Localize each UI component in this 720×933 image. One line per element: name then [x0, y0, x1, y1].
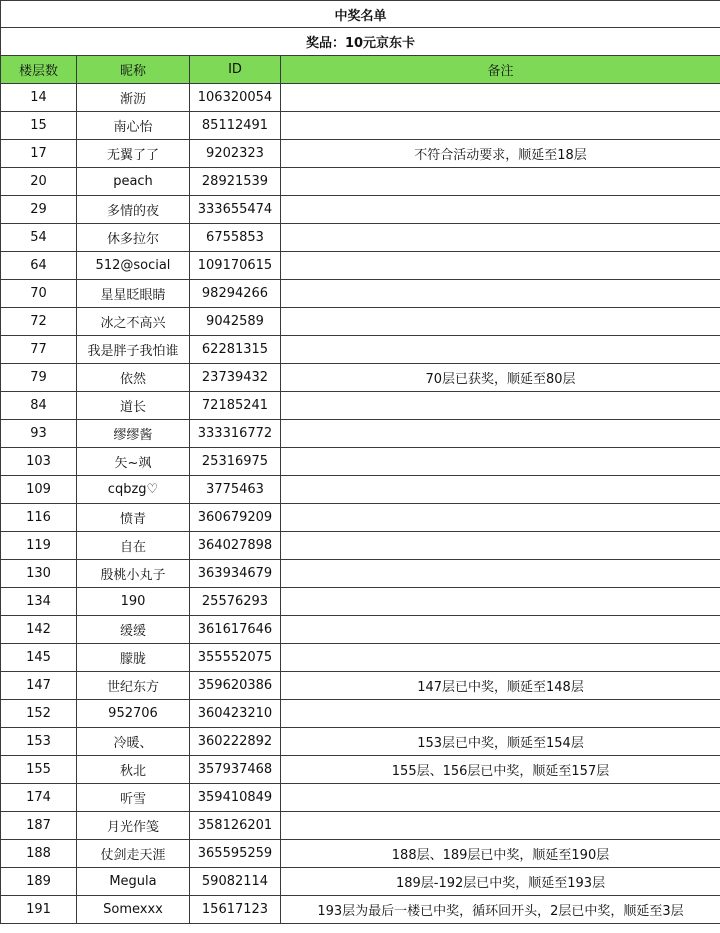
floor-cell: 134	[1, 588, 77, 616]
nickname-cell: 952706	[77, 700, 190, 728]
nickname-cell: 愤青	[77, 504, 190, 532]
table-row	[1, 364, 720, 392]
floor-cell: 109	[1, 476, 77, 504]
floor-cell: 152	[1, 700, 77, 728]
table-row	[1, 84, 720, 112]
floor-cell: 174	[1, 784, 77, 812]
floor-cell: 142	[1, 616, 77, 644]
nickname-cell: 休多拉尔	[77, 224, 190, 252]
id-cell: 363934679	[190, 560, 281, 588]
note-cell: 193层为最后一楼已中奖，循环回开头，2层已中奖，顺延至3层	[281, 896, 720, 924]
nickname-cell: 听雪	[77, 784, 190, 812]
column-header-floor: 楼层数	[1, 56, 77, 84]
nickname-cell: 无翼了了	[77, 140, 190, 168]
table-row	[1, 784, 720, 812]
table-row	[1, 280, 720, 308]
table-row	[1, 700, 720, 728]
nickname-cell: peach	[77, 168, 190, 196]
table-row	[1, 140, 720, 168]
id-cell: 9202323	[190, 140, 281, 168]
id-cell: 360222892	[190, 728, 281, 756]
nickname-cell: 朦胧	[77, 644, 190, 672]
floor-cell: 153	[1, 728, 77, 756]
floor-cell: 147	[1, 672, 77, 700]
title-row	[1, 1, 720, 28]
nickname-cell: 依然	[77, 364, 190, 392]
id-cell: 62281315	[190, 336, 281, 364]
floor-cell: 20	[1, 168, 77, 196]
nickname-cell: 渐沥	[77, 84, 190, 112]
floor-cell: 17	[1, 140, 77, 168]
note-cell	[281, 560, 720, 588]
nickname-cell: 殷桃小丸子	[77, 560, 190, 588]
note-cell	[281, 504, 720, 532]
table-row	[1, 476, 720, 504]
floor-cell: 119	[1, 532, 77, 560]
id-cell: 25576293	[190, 588, 281, 616]
floor-cell: 70	[1, 280, 77, 308]
note-cell	[281, 616, 720, 644]
nickname-cell: 缓缓	[77, 616, 190, 644]
nickname-cell: 缪缪酱	[77, 420, 190, 448]
nickname-cell: 冰之不高兴	[77, 308, 190, 336]
id-cell: 85112491	[190, 112, 281, 140]
floor-cell: 14	[1, 84, 77, 112]
id-cell: 25316975	[190, 448, 281, 476]
floor-cell: 145	[1, 644, 77, 672]
id-cell: 106320054	[190, 84, 281, 112]
id-cell: 98294266	[190, 280, 281, 308]
id-cell: 360679209	[190, 504, 281, 532]
nickname-cell: 190	[77, 588, 190, 616]
table-row	[1, 112, 720, 140]
floor-cell: 79	[1, 364, 77, 392]
floor-cell: 29	[1, 196, 77, 224]
table-row	[1, 840, 720, 868]
nickname-cell: 世纪东方	[77, 672, 190, 700]
note-cell	[281, 420, 720, 448]
note-cell: 147层已中奖，顺延至148层	[281, 672, 720, 700]
id-cell: 23739432	[190, 364, 281, 392]
column-header-id: ID	[190, 56, 281, 84]
nickname-cell: 仗剑走天涯	[77, 840, 190, 868]
note-cell: 70层已获奖，顺延至80层	[281, 364, 720, 392]
table-row	[1, 560, 720, 588]
nickname-cell: 南心怡	[77, 112, 190, 140]
id-cell: 6755853	[190, 224, 281, 252]
floor-cell: 187	[1, 812, 77, 840]
column-header-nickname: 昵称	[77, 56, 190, 84]
floor-cell: 15	[1, 112, 77, 140]
note-cell: 189层-192层已中奖，顺延至193层	[281, 868, 720, 896]
nickname-cell: 冷暖、	[77, 728, 190, 756]
id-cell: 15617123	[190, 896, 281, 924]
table-row	[1, 532, 720, 560]
floor-cell: 188	[1, 840, 77, 868]
note-cell	[281, 112, 720, 140]
prize-label: 奖品：10元京东卡	[1, 28, 720, 56]
table-row	[1, 868, 720, 896]
nickname-cell: Somexxx	[77, 896, 190, 924]
table-row	[1, 672, 720, 700]
floor-cell: 77	[1, 336, 77, 364]
floor-cell: 103	[1, 448, 77, 476]
table-row	[1, 392, 720, 420]
note-cell	[281, 84, 720, 112]
table-row	[1, 196, 720, 224]
table-row	[1, 812, 720, 840]
note-cell	[281, 588, 720, 616]
id-cell: 364027898	[190, 532, 281, 560]
nickname-cell: 我是胖子我怕谁	[77, 336, 190, 364]
id-cell: 333316772	[190, 420, 281, 448]
id-cell: 3775463	[190, 476, 281, 504]
table-row	[1, 336, 720, 364]
floor-cell: 116	[1, 504, 77, 532]
table-row	[1, 896, 720, 924]
note-cell: 188层、189层已中奖，顺延至190层	[281, 840, 720, 868]
note-cell	[281, 224, 720, 252]
nickname-cell: cqbzg♡	[77, 476, 190, 504]
floor-cell: 155	[1, 756, 77, 784]
floor-cell: 64	[1, 252, 77, 280]
floor-cell: 191	[1, 896, 77, 924]
table-row	[1, 224, 720, 252]
note-cell	[281, 308, 720, 336]
note-cell	[281, 700, 720, 728]
floor-cell: 189	[1, 868, 77, 896]
note-cell	[281, 448, 720, 476]
id-cell: 357937468	[190, 756, 281, 784]
note-cell	[281, 812, 720, 840]
note-cell: 不符合活动要求，顺延至18层	[281, 140, 720, 168]
table-row	[1, 420, 720, 448]
note-cell	[281, 784, 720, 812]
id-cell: 9042589	[190, 308, 281, 336]
floor-cell: 84	[1, 392, 77, 420]
header-row	[1, 56, 720, 84]
table-row	[1, 644, 720, 672]
nickname-cell: 星星眨眼睛	[77, 280, 190, 308]
table-row	[1, 616, 720, 644]
nickname-cell: 512@social	[77, 252, 190, 280]
note-cell	[281, 644, 720, 672]
table-row	[1, 308, 720, 336]
floor-cell: 93	[1, 420, 77, 448]
note-cell	[281, 168, 720, 196]
table-row	[1, 252, 720, 280]
column-header-note: 备注	[281, 56, 720, 84]
floor-cell: 72	[1, 308, 77, 336]
id-cell: 28921539	[190, 168, 281, 196]
prize-row	[1, 28, 720, 56]
id-cell: 72185241	[190, 392, 281, 420]
nickname-cell: 秋北	[77, 756, 190, 784]
id-cell: 333655474	[190, 196, 281, 224]
id-cell: 109170615	[190, 252, 281, 280]
table-row	[1, 168, 720, 196]
id-cell: 365595259	[190, 840, 281, 868]
note-cell: 153层已中奖，顺延至154层	[281, 728, 720, 756]
note-cell	[281, 196, 720, 224]
table-row	[1, 728, 720, 756]
id-cell: 359410849	[190, 784, 281, 812]
nickname-cell: 月光作笺	[77, 812, 190, 840]
nickname-cell: 自在	[77, 532, 190, 560]
note-cell	[281, 252, 720, 280]
nickname-cell: 道长	[77, 392, 190, 420]
id-cell: 59082114	[190, 868, 281, 896]
nickname-cell: Megula	[77, 868, 190, 896]
id-cell: 361617646	[190, 616, 281, 644]
table-row	[1, 588, 720, 616]
id-cell: 355552075	[190, 644, 281, 672]
id-cell: 360423210	[190, 700, 281, 728]
nickname-cell: 多情的夜	[77, 196, 190, 224]
id-cell: 359620386	[190, 672, 281, 700]
note-cell	[281, 532, 720, 560]
note-cell	[281, 336, 720, 364]
floor-cell: 54	[1, 224, 77, 252]
table-row	[1, 504, 720, 532]
nickname-cell: 矢~飒	[77, 448, 190, 476]
note-cell	[281, 392, 720, 420]
id-cell: 358126201	[190, 812, 281, 840]
note-cell: 155层、156层已中奖，顺延至157层	[281, 756, 720, 784]
note-cell	[281, 476, 720, 504]
table-row	[1, 756, 720, 784]
note-cell	[281, 280, 720, 308]
floor-cell: 130	[1, 560, 77, 588]
table-row	[1, 448, 720, 476]
sheet-title: 中奖名单	[1, 1, 720, 28]
